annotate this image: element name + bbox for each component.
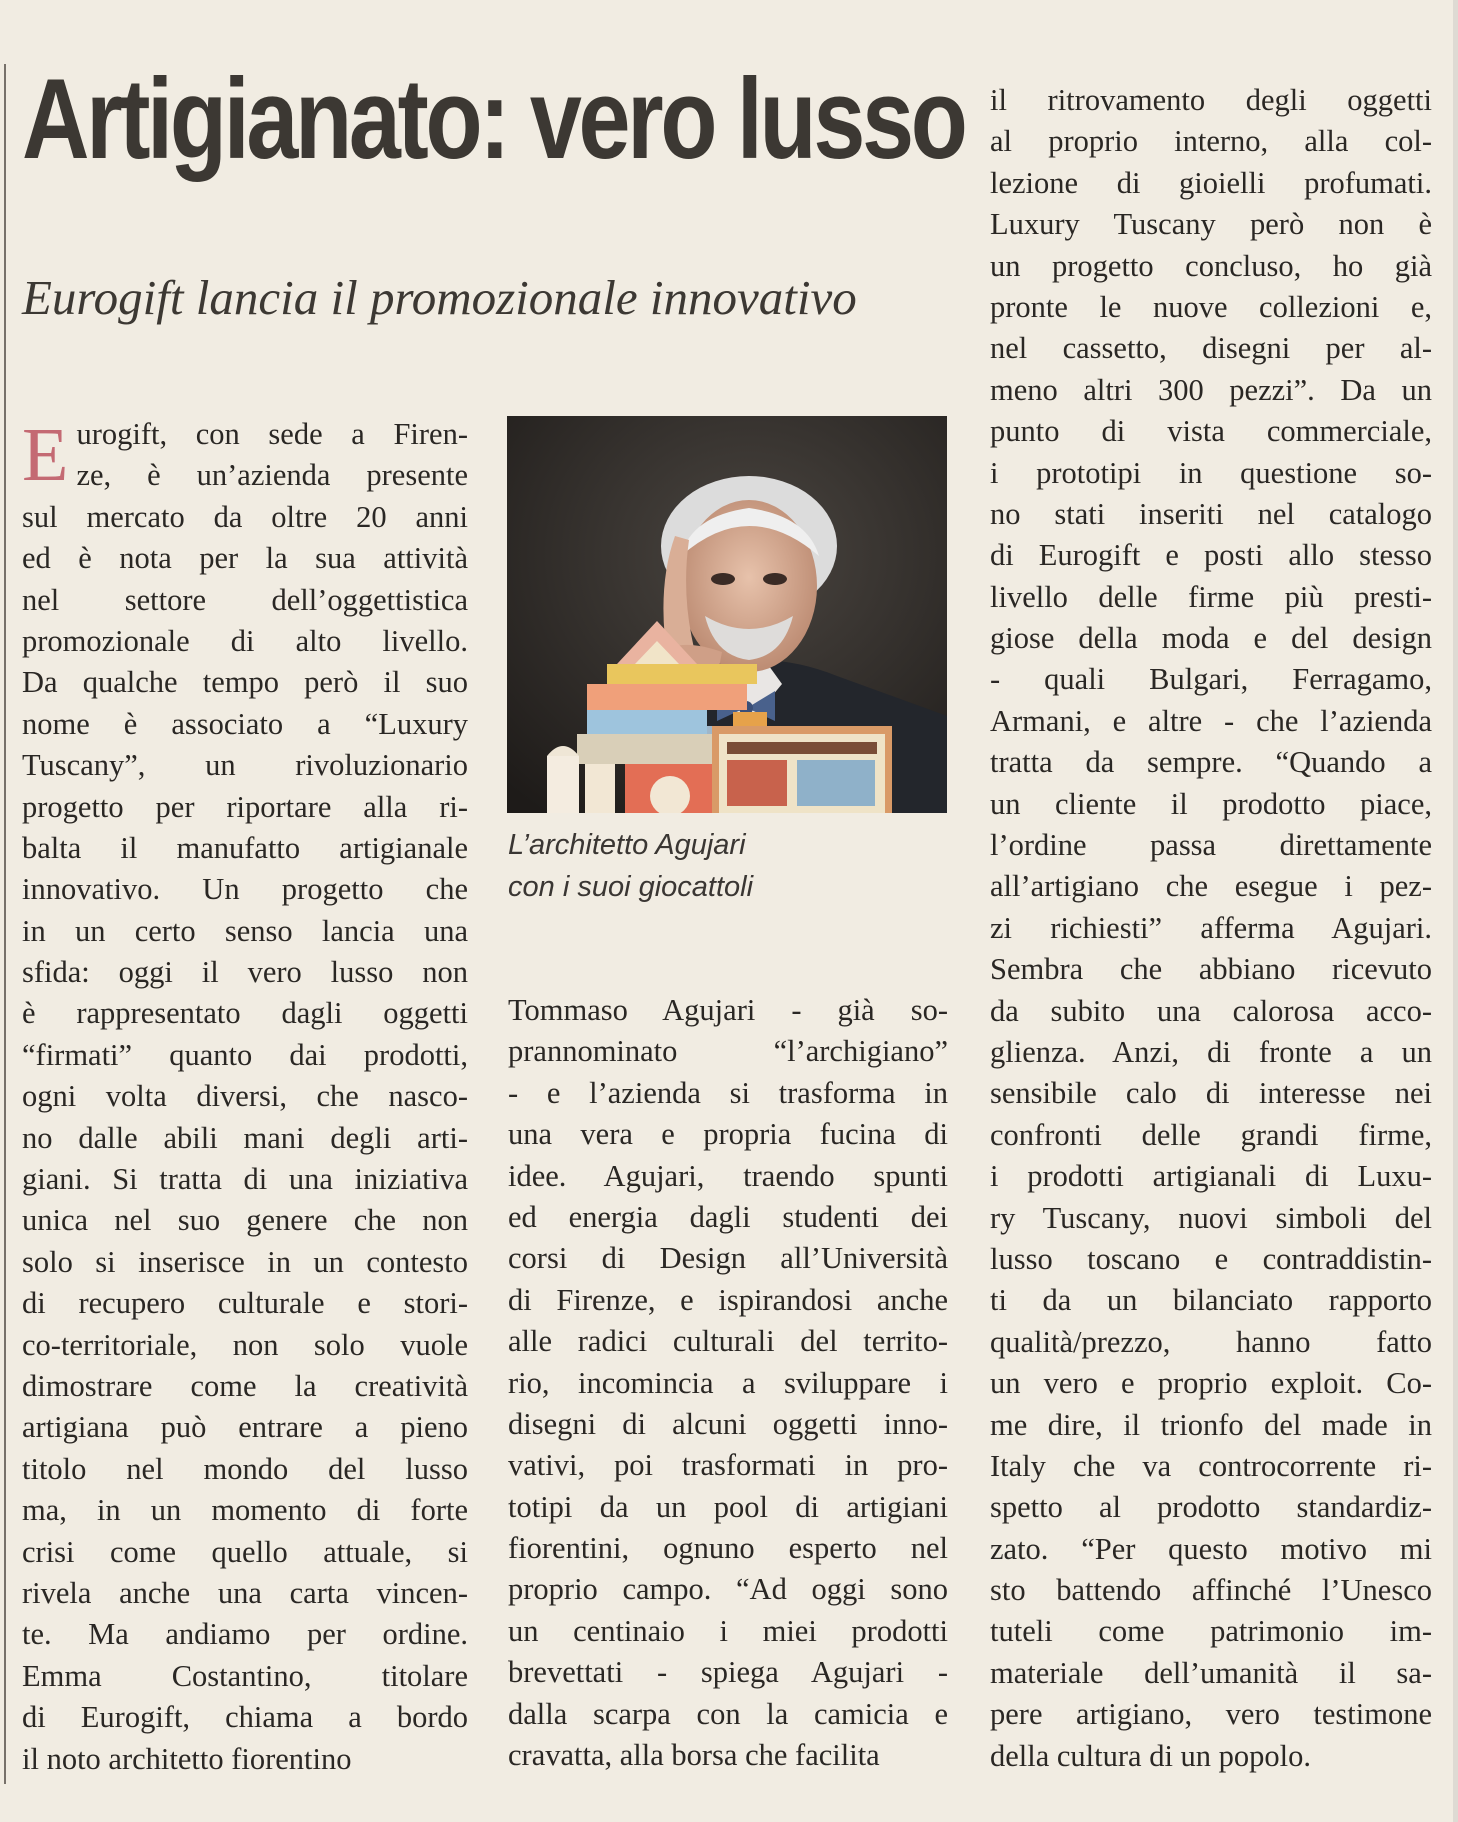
text-line: innovativo. Un progetto che [22, 872, 468, 907]
text-line: “firmati” quanto dai prodotti, [22, 1037, 468, 1072]
text-line: Tommaso Agujari - già so- [508, 993, 948, 1027]
text-line: promozionale di alto livello. [22, 623, 468, 658]
text-line: una vera e propria fucina di [508, 1117, 948, 1152]
text-line: zato. “Per questo motivo mi [990, 1531, 1432, 1566]
text-line: proprio campo. “Ad oggi sono [508, 1572, 948, 1607]
text-line: urogift, con sede a Firen- [76, 417, 468, 451]
text-line: ry Tuscany, nuovi simboli del [990, 1200, 1432, 1235]
text-line: è rappresentato dagli oggetti [22, 996, 468, 1031]
text-line: lusso toscano e contraddistin- [990, 1241, 1432, 1276]
text-line: sfida: oggi il vero lusso non [22, 955, 468, 990]
text-line: livello delle firme più presti- [990, 579, 1432, 614]
text-line: sensibile calo di interesse nei [990, 1076, 1432, 1111]
text-line: ze, è un’azienda presente [76, 458, 468, 493]
text-line: lezione di gioielli profumati. [990, 165, 1432, 200]
text-line: giani. Si tratta di una iniziativa [22, 1162, 468, 1197]
text-line: il ritrovamento degli oggetti [990, 83, 1432, 117]
text-line: no stati inseriti nel catalogo [990, 496, 1432, 531]
text-line: totipi da un pool di artigiani [508, 1489, 948, 1524]
text-line: di Eurogift e posti allo stesso [990, 538, 1432, 573]
text-line: rivela anche una carta vincen- [22, 1575, 468, 1610]
text-line: disegni di alcuni oggetti inno- [508, 1406, 948, 1441]
text-line: prannominato “l’archigiano” [508, 1034, 948, 1069]
text-line: giose della moda e del design [990, 621, 1432, 656]
text-line: tratta da sempre. “Quando a [990, 745, 1432, 780]
text-line: balta il manufatto artigianale [22, 830, 468, 865]
text-line: sul mercato da oltre 20 anni [22, 499, 468, 534]
headline: Artigianato: vero lusso [22, 56, 965, 183]
article-column-1 [22, 414, 468, 1780]
text-line: te. Ma andiamo per ordine. [22, 1617, 468, 1652]
article-column-2 [508, 990, 948, 1776]
text-line: corsi di Design all’Università [508, 1241, 948, 1276]
text-line: nel settore dell’oggettistica [22, 582, 468, 617]
text-line: ed energia dagli studenti dei [508, 1199, 948, 1234]
text-line: glienza. Anzi, di fronte a un [990, 1034, 1432, 1069]
text-line: crisi come quello attuale, si [22, 1534, 468, 1569]
dropcap: E [22, 413, 69, 497]
text-line: i prodotti artigianali di Luxu- [990, 1159, 1432, 1194]
text-line: titolo nel mondo del lusso [22, 1451, 468, 1486]
text-line: in un certo senso lancia una [22, 913, 468, 948]
text-line: nel cassetto, disegni per al- [990, 331, 1432, 366]
text-line: di recupero culturale e stori- [22, 1286, 468, 1321]
text-line: ed è nota per la sua attività [22, 541, 468, 576]
text-line: - e l’azienda si trasforma in [508, 1075, 948, 1110]
text-line: meno altri 300 pezzi”. Da un [990, 372, 1432, 407]
text-line: un vero e proprio exploit. Co- [990, 1366, 1432, 1401]
text-line: di Firenze, e ispirandosi anche [508, 1282, 948, 1317]
text-line: rio, incomincia a sviluppare i [508, 1365, 948, 1400]
text-line: un progetto concluso, ho già [990, 248, 1432, 283]
text-line: - quali Bulgari, Ferragamo, [990, 662, 1432, 697]
text-line: cravatta, alla borsa che facilita [508, 1738, 880, 1773]
text-line: punto di vista commerciale, [990, 414, 1432, 449]
text-line: dalla scarpa con la camicia e [508, 1696, 948, 1731]
text-line: il noto architetto fiorentino [22, 1741, 352, 1776]
text-line: alle radici culturali del territo- [508, 1324, 948, 1359]
text-line: ogni volta diversi, che nasco- [22, 1079, 468, 1114]
text-line: tuteli come patrimonio im- [990, 1614, 1432, 1649]
text-line: progetto per riportare alla ri- [22, 789, 468, 824]
text-line: Italy che va controcorrente ri- [990, 1448, 1432, 1483]
text-line: me dire, il trionfo del made in [990, 1407, 1432, 1442]
text-line: Da qualche tempo però il suo [22, 665, 468, 700]
text-line: spetto al prodotto standardiz- [990, 1490, 1432, 1525]
text-line: Tuscany”, un rivoluzionario [22, 748, 468, 783]
portrait-photo [507, 416, 947, 813]
right-margin-edge [1453, 0, 1458, 1822]
text-line: no dalle abili mani degli arti- [22, 1120, 468, 1155]
text-line: confronti delle grandi firme, [990, 1117, 1432, 1152]
text-line: i prototipi in questione so- [990, 455, 1432, 490]
text-line: ti da un bilanciato rapporto [990, 1283, 1432, 1318]
text-line: fiorentini, ognuno esperto nel [508, 1531, 948, 1566]
text-line: al proprio interno, alla col- [990, 124, 1432, 159]
text-line: dimostrare come la creatività [22, 1368, 468, 1403]
subheadline: Eurogift lancia il promozionale innovativo [22, 270, 857, 325]
text-line: zi richiesti” afferma Agujari. [990, 910, 1432, 945]
caption-line: L’architetto Agujari [508, 829, 746, 861]
column-1-body [22, 497, 468, 1780]
text-line: Luxury Tuscany però non è [990, 207, 1432, 242]
text-line: della cultura di un popolo. [990, 1738, 1312, 1773]
text-line: qualità/prezzo, hanno fatto [990, 1324, 1432, 1359]
text-line: nome è associato a “Luxury [22, 706, 468, 741]
photo-caption [508, 824, 948, 908]
text-line: da subito una calorosa acco- [990, 993, 1432, 1028]
text-line: Emma Costantino, titolare [22, 1658, 468, 1693]
text-line: un cliente il prodotto piace, [990, 786, 1432, 821]
architect-with-toys-photo [507, 416, 947, 813]
article-column-3 [990, 80, 1432, 1777]
text-line: all’artigiano che esegue i pez- [990, 869, 1432, 904]
text-line: di Eurogift, chiama a bordo [22, 1700, 468, 1735]
text-line: brevettati - spiega Agujari - [508, 1655, 948, 1690]
text-line: pronte le nuove collezioni e, [990, 289, 1432, 324]
text-line: un centinaio i miei prodotti [508, 1613, 948, 1648]
text-line: Armani, e altre - che l’azienda [990, 703, 1432, 738]
text-line: idee. Agujari, traendo spunti [508, 1158, 948, 1193]
text-line: pere artigiano, vero testimone [990, 1697, 1432, 1732]
text-line: materiale dell’umanità il sa- [990, 1655, 1432, 1690]
text-line: ma, in un momento di forte [22, 1493, 468, 1528]
text-line: Sembra che abbiano ricevuto [990, 952, 1432, 987]
text-line: artigiana può entrare a pieno [22, 1410, 468, 1445]
text-line: l’ordine passa direttamente [990, 828, 1432, 863]
text-line: unica nel suo genere che non [22, 1203, 468, 1238]
left-margin-rule [4, 64, 6, 1784]
text-line: solo si inserisce in un contesto [22, 1244, 468, 1279]
caption-line: con i suoi giocattoli [508, 871, 754, 903]
text-line: vativi, poi trasformati in pro- [508, 1448, 948, 1483]
text-line: sto battendo affinché l’Unesco [990, 1573, 1432, 1608]
text-line: co-territoriale, non solo vuole [22, 1327, 468, 1362]
